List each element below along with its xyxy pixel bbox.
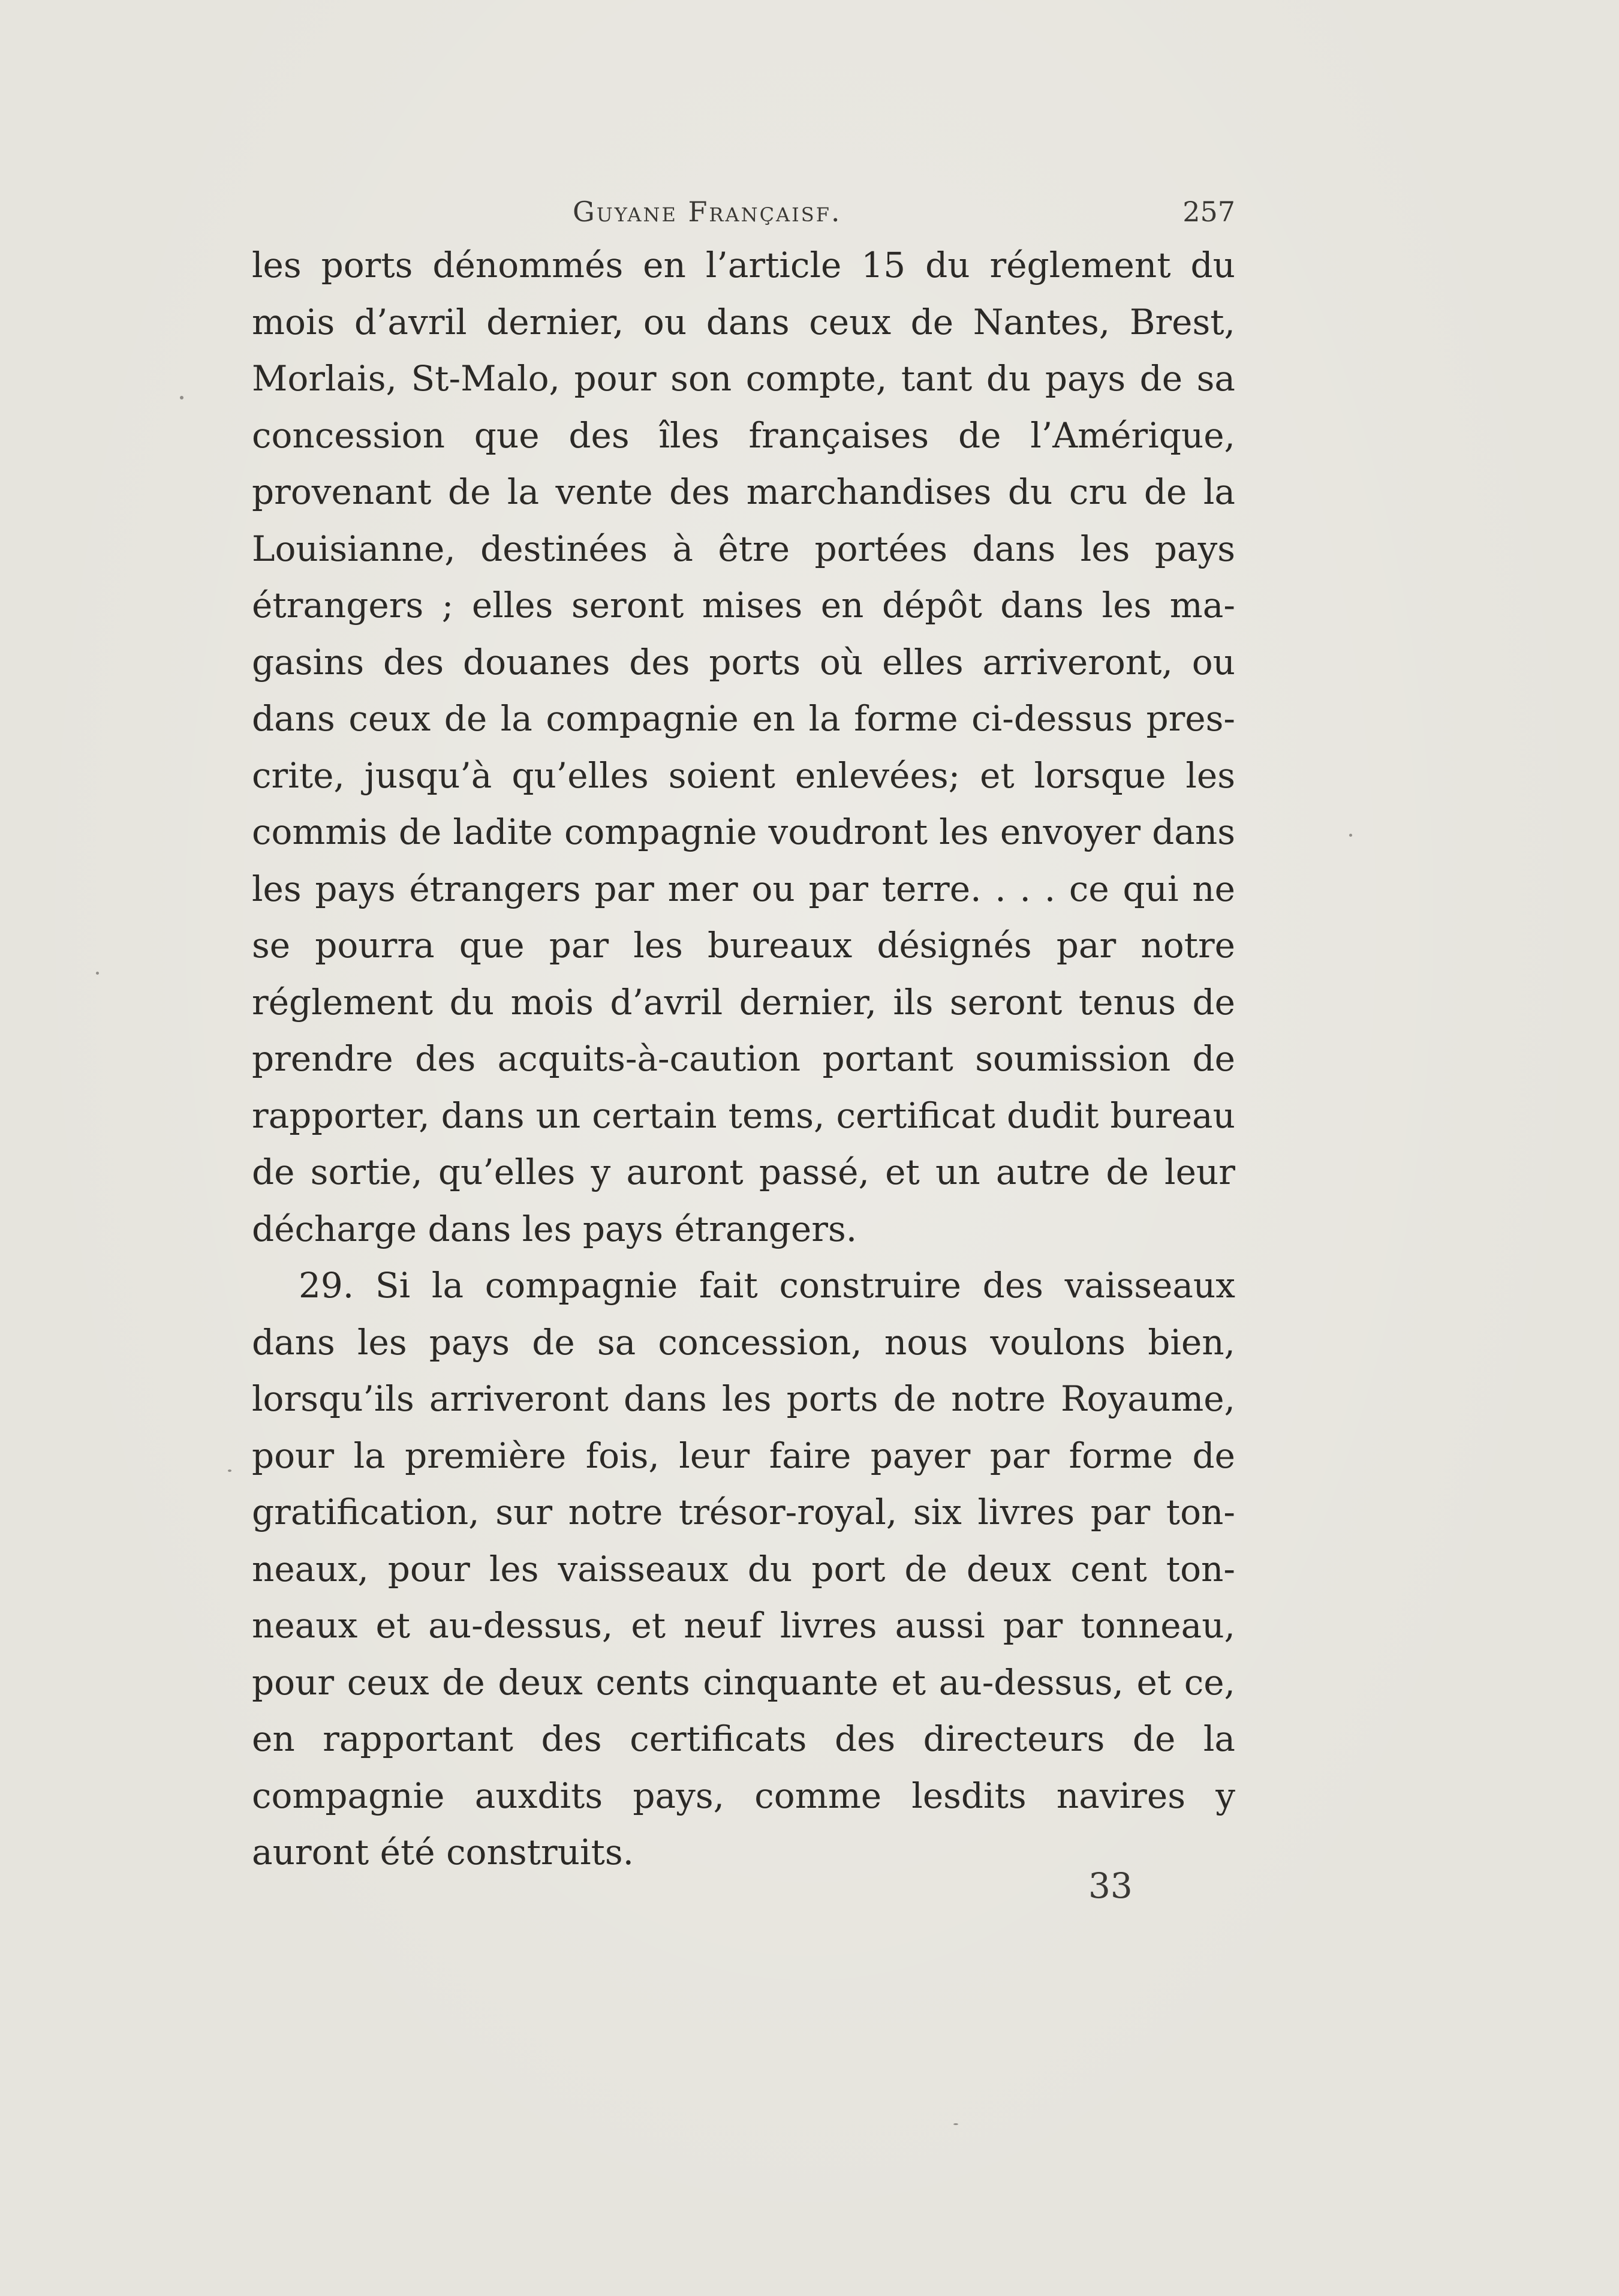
paragraph-continuation: les ports dénommés en l’article 15 du réglement du mois d’avril dernier, ou dans ceux de Nantes, Brest, Morlais, St-Malo, pour son compte, tant du pays de sa concession que des îles françaises de l’Amérique, provenant de la vente des marchandises du cru de la Louisianne, destinées à être portées dans les pays étrangers ; elles seront mises en dépôt dans les magasins des douanes des ports où elles arriveront, ou dans ceux de la compagnie en la forme ci-dessus prescrite, jusqu’à qu’elles soient enlevées; et lorsque les commis de ladite compagnie voudront les envoyer dans les pays étrangers par mer ou par terre. . . . ce qui ne se pourra que par les bureaux désignés par notre réglement du mois d’avril dernier, ils seront tenus de prendre des acquits-à-caution portant soumission de rapporter, dans un certain tems, certificat dudit bureau de sortie, qu’elles y auront passé, et un autre de leur décharge dans les pays étrangers. (252, 245, 1235, 1249)
paper-speck (228, 1469, 231, 1472)
paper-speck (1349, 834, 1352, 837)
page-number: 257 (1182, 196, 1235, 228)
signature-mark: 33 (1088, 1865, 1133, 1906)
bleed-through-text (558, 133, 1247, 199)
paper-speck (180, 396, 183, 399)
running-title: Guyane Françaisf. (573, 196, 842, 228)
body-text (252, 237, 1235, 1881)
paper-speck (953, 2123, 958, 2125)
paper-speck (96, 972, 99, 975)
page-header (252, 192, 1235, 240)
paragraph-article-29: 29. Si la compagnie fait construire des vaisseaux dans les pays de sa concession, nous voulons bien, lorsqu’ils arriveront dans les ports de notre Royaume, pour la première fois, leur faire payer par forme de gratification, sur notre trésor-royal, six livres par tonneaux, pour les vaisseaux du port de deux cent tonneaux et au-dessus, et neuf livres aussi par tonneau, pour ceux de deux cents cinquante et au-dessus, et ce, en rapportant des certificats des directeurs de la compagnie auxdits pays, comme lesdits navires y auront été construits. (252, 1265, 1235, 1873)
